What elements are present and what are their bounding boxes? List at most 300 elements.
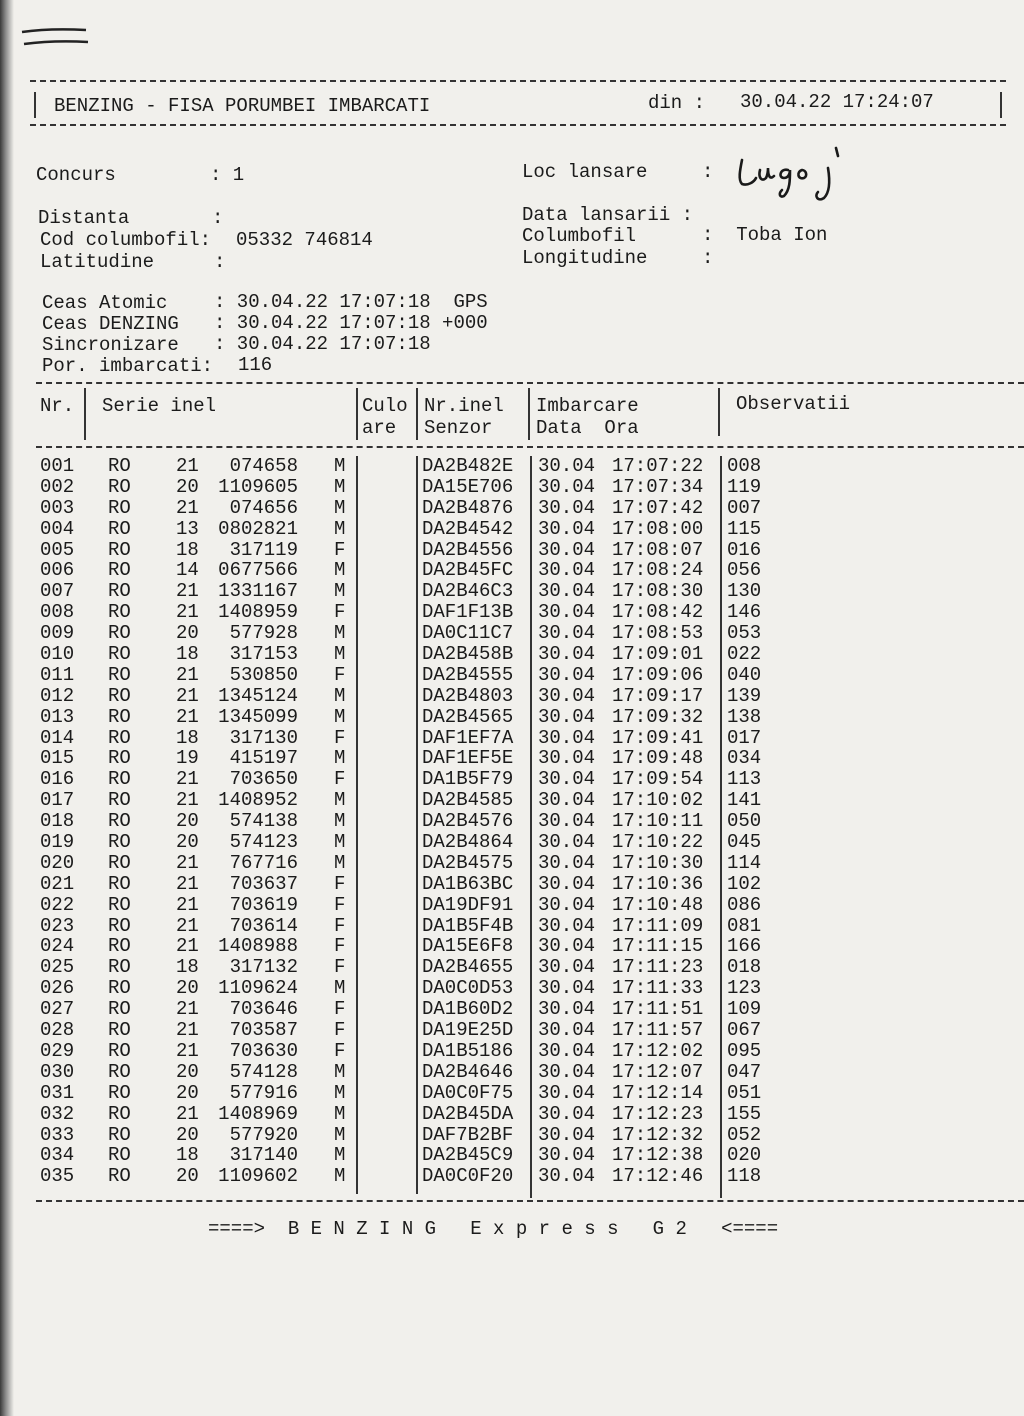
row-year: 21 [176, 998, 199, 1021]
row-ring-number: 574123 [229, 831, 298, 854]
row-sensor: DAF1F13B [422, 601, 514, 624]
columbofil-label: Columbofil [522, 225, 637, 247]
row-nr: 031 [40, 1081, 75, 1104]
row-sensor: DA2B45C9 [422, 1144, 514, 1167]
row-sex: M [334, 517, 346, 540]
row-observation: 138 [727, 705, 762, 728]
row-observation: 130 [727, 580, 762, 603]
row-observation: 047 [727, 1060, 762, 1083]
row-ring-number: 530850 [229, 663, 298, 686]
row-year: 21 [176, 872, 199, 895]
row-date: 30.04 [538, 475, 596, 498]
table-row [0, 623, 1024, 644]
table-row [0, 686, 1024, 707]
col-header-nrinel-2: Senzor [424, 417, 493, 439]
row-sensor: DA2B45DA [422, 1102, 514, 1125]
row-time: 17:09:41 [612, 726, 704, 749]
row-sex: F [334, 1039, 346, 1062]
table-row [0, 790, 1024, 811]
row-sex: M [334, 705, 346, 728]
row-date: 30.04 [538, 893, 596, 916]
row-sex: M [334, 1081, 346, 1104]
row-year: 13 [176, 517, 199, 540]
row-ring-number: 1109605 [218, 475, 298, 498]
row-time: 17:08:24 [612, 559, 704, 582]
row-ring-number: 1109624 [218, 977, 298, 1000]
row-year: 21 [176, 789, 199, 812]
col-header-serie: Serie inel [102, 395, 217, 417]
row-country: RO [108, 935, 131, 958]
row-sensor: DA19E25D [422, 1019, 514, 1042]
row-sex: M [334, 684, 346, 707]
row-observation: 034 [727, 747, 762, 770]
row-date: 30.04 [538, 851, 596, 874]
row-ring-number: 703637 [229, 872, 298, 895]
row-ring-number: 074658 [229, 455, 298, 477]
table-row [0, 916, 1024, 937]
row-date: 30.04 [538, 977, 596, 1000]
col-header-nrinel-1: Nr.inel [424, 395, 504, 417]
header-border-bottom [30, 124, 1006, 126]
table-row [0, 895, 1024, 916]
table-row [0, 1104, 1024, 1125]
row-ring-number: 1331167 [218, 580, 298, 603]
document-title: BENZING - FISA PORUMBEI IMBARCATI [54, 95, 431, 117]
row-date: 30.04 [538, 1019, 596, 1042]
row-ring-number: 1345099 [218, 705, 298, 728]
row-country: RO [108, 559, 131, 582]
row-sensor: DA2B4585 [422, 789, 514, 812]
row-observation: 155 [727, 1102, 762, 1125]
table-row [0, 978, 1024, 999]
row-ring-number: 317119 [229, 538, 298, 561]
row-nr: 026 [40, 977, 75, 1000]
row-sensor: DA2B4542 [422, 517, 514, 540]
ceas-atomic-label: Ceas Atomic [42, 292, 168, 314]
row-date: 30.04 [538, 768, 596, 791]
row-time: 17:11:15 [612, 935, 704, 958]
row-nr: 002 [40, 475, 75, 498]
row-nr: 016 [40, 768, 75, 791]
row-ring-number: 703614 [229, 914, 298, 937]
loc-lansare-colon: : [702, 161, 714, 183]
table-row [0, 498, 1024, 519]
row-ring-number: 1408959 [218, 601, 298, 624]
row-sensor: DA2B45FC [422, 559, 514, 582]
row-observation: 081 [727, 914, 762, 937]
row-ring-number: 1109602 [218, 1165, 298, 1188]
row-time: 17:12:02 [612, 1039, 704, 1062]
row-country: RO [108, 455, 131, 477]
row-date: 30.04 [538, 726, 596, 749]
row-ring-number: 703650 [229, 768, 298, 791]
row-observation: 086 [727, 893, 762, 916]
row-year: 21 [176, 1019, 199, 1042]
row-observation: 017 [727, 726, 762, 749]
table-row [0, 644, 1024, 665]
row-ring-number: 1345124 [218, 684, 298, 707]
row-sensor: DAF7B2BF [422, 1123, 514, 1146]
row-time: 17:11:33 [612, 977, 704, 1000]
row-sex: M [334, 1102, 346, 1125]
row-sensor: DAF1EF5E [422, 747, 514, 770]
row-date: 30.04 [538, 1039, 596, 1062]
table-row [0, 1145, 1024, 1166]
row-nr: 018 [40, 810, 75, 833]
row-sensor: DA2B4646 [422, 1060, 514, 1083]
row-year: 20 [176, 977, 199, 1000]
row-observation: 018 [727, 956, 762, 979]
row-ring-number: 1408952 [218, 789, 298, 812]
row-date: 30.04 [538, 1144, 596, 1167]
row-observation: 095 [727, 1039, 762, 1062]
row-sex: M [334, 622, 346, 645]
sincronizare-value: : 30.04.22 17:07:18 [214, 333, 431, 355]
row-sex: F [334, 893, 346, 916]
row-date: 30.04 [538, 705, 596, 728]
row-country: RO [108, 1102, 131, 1125]
row-nr: 014 [40, 726, 75, 749]
row-year: 20 [176, 622, 199, 645]
row-ring-number: 574138 [229, 810, 298, 833]
row-sensor: DA2B4576 [422, 810, 514, 833]
row-nr: 009 [40, 622, 75, 645]
row-ring-number: 415197 [229, 747, 298, 770]
row-country: RO [108, 705, 131, 728]
table-row [0, 519, 1024, 540]
handwritten-location [732, 146, 852, 206]
row-date: 30.04 [538, 1165, 596, 1188]
latitudine-colon: : [214, 251, 226, 273]
row-sex: F [334, 914, 346, 937]
row-observation: 053 [727, 622, 762, 645]
row-country: RO [108, 872, 131, 895]
row-country: RO [108, 643, 131, 666]
row-ring-number: 317140 [229, 1144, 298, 1167]
sincronizare-label: Sincronizare [42, 334, 179, 356]
row-sex: M [334, 643, 346, 666]
table-row [0, 581, 1024, 602]
table-vline-1 [84, 388, 86, 440]
row-year: 21 [176, 851, 199, 874]
row-year: 21 [176, 893, 199, 916]
row-nr: 035 [40, 1165, 75, 1188]
loc-lansare-label: Loc lansare [522, 161, 648, 183]
row-date: 30.04 [538, 496, 596, 519]
row-date: 30.04 [538, 1060, 596, 1083]
row-time: 17:10:48 [612, 893, 704, 916]
row-nr: 012 [40, 684, 75, 707]
row-sensor: DA2B46C3 [422, 580, 514, 603]
row-time: 17:12:46 [612, 1165, 704, 1188]
row-country: RO [108, 768, 131, 791]
row-sex: M [334, 580, 346, 603]
table-row [0, 874, 1024, 895]
row-time: 17:09:01 [612, 643, 704, 666]
row-year: 21 [176, 663, 199, 686]
row-sex: M [334, 810, 346, 833]
distanta-colon: : [212, 207, 224, 229]
row-country: RO [108, 684, 131, 707]
row-nr: 006 [40, 559, 75, 582]
row-year: 21 [176, 496, 199, 519]
row-sensor: DA1B63BC [422, 872, 514, 895]
por-imbarcati-label: Por. imbarcati: [42, 355, 214, 377]
row-time: 17:10:02 [612, 789, 704, 812]
table-row [0, 936, 1024, 957]
row-nr: 010 [40, 643, 75, 666]
row-year: 18 [176, 956, 199, 979]
row-time: 17:10:22 [612, 831, 704, 854]
row-nr: 003 [40, 496, 75, 519]
concurs-label: Concurs [36, 164, 116, 186]
table-row [0, 1041, 1024, 1062]
cod-columbofil-value: 05332 746814 [236, 229, 373, 251]
row-sex: F [334, 935, 346, 958]
row-observation: 052 [727, 1123, 762, 1146]
row-ring-number: 574128 [229, 1060, 298, 1083]
row-time: 17:12:14 [612, 1081, 704, 1104]
row-date: 30.04 [538, 622, 596, 645]
row-ring-number: 317153 [229, 643, 298, 666]
row-time: 17:11:23 [612, 956, 704, 979]
row-year: 21 [176, 914, 199, 937]
row-country: RO [108, 496, 131, 519]
row-date: 30.04 [538, 831, 596, 854]
table-vline-3 [416, 388, 418, 440]
row-date: 30.04 [538, 538, 596, 561]
row-observation: 040 [727, 663, 762, 686]
row-observation: 067 [727, 1019, 762, 1042]
row-nr: 020 [40, 851, 75, 874]
row-observation: 016 [727, 538, 762, 561]
row-time: 17:11:57 [612, 1019, 704, 1042]
row-nr: 028 [40, 1019, 75, 1042]
footer-banner: ====> B E N Z I N G E x p r e s s G 2 <==== [208, 1218, 779, 1240]
row-sex: M [334, 851, 346, 874]
row-time: 17:08:53 [612, 622, 704, 645]
row-date: 30.04 [538, 1081, 596, 1104]
row-sensor: DA2B4565 [422, 705, 514, 728]
row-ring-number: 703619 [229, 893, 298, 916]
row-date: 30.04 [538, 935, 596, 958]
longitudine-colon: : [702, 247, 714, 269]
row-sex: F [334, 956, 346, 979]
table-border-bottom [36, 1200, 1024, 1202]
row-sex: F [334, 601, 346, 624]
row-year: 21 [176, 1102, 199, 1125]
row-observation: 119 [727, 475, 762, 498]
row-observation: 123 [727, 977, 762, 1000]
row-observation: 113 [727, 768, 762, 791]
row-date: 30.04 [538, 455, 596, 477]
row-observation: 115 [727, 517, 762, 540]
row-ring-number: 0802821 [218, 517, 298, 540]
row-nr: 025 [40, 956, 75, 979]
pen-mark [20, 24, 90, 50]
row-time: 17:09:32 [612, 705, 704, 728]
row-observation: 020 [727, 1144, 762, 1167]
concurs-value: : 1 [210, 164, 245, 186]
row-time: 17:07:42 [612, 496, 704, 519]
col-header-nr: Nr. [40, 395, 75, 417]
row-time: 17:10:11 [612, 810, 704, 833]
row-sex: M [334, 789, 346, 812]
table-row [0, 999, 1024, 1020]
longitudine-label: Longitudine [522, 247, 648, 269]
por-imbarcati-value: 116 [238, 354, 273, 376]
table-row [0, 769, 1024, 790]
row-observation: 146 [727, 601, 762, 624]
row-date: 30.04 [538, 684, 596, 707]
row-date: 30.04 [538, 559, 596, 582]
row-country: RO [108, 851, 131, 874]
row-date: 30.04 [538, 789, 596, 812]
row-sex: M [334, 455, 346, 477]
row-time: 17:11:09 [612, 914, 704, 937]
row-year: 18 [176, 643, 199, 666]
row-country: RO [108, 810, 131, 833]
row-country: RO [108, 893, 131, 916]
row-year: 21 [176, 935, 199, 958]
row-ring-number: 317132 [229, 956, 298, 979]
row-sex: M [334, 831, 346, 854]
ceas-benzing-value: : 30.04.22 17:07:18 +000 [214, 312, 488, 334]
row-ring-number: 767716 [229, 851, 298, 874]
row-sex: M [334, 559, 346, 582]
row-country: RO [108, 517, 131, 540]
row-sensor: DA0C11C7 [422, 622, 514, 645]
table-row [0, 665, 1024, 686]
row-time: 17:12:07 [612, 1060, 704, 1083]
row-sensor: DA15E6F8 [422, 935, 514, 958]
row-ring-number: 577920 [229, 1123, 298, 1146]
header-border-right [1000, 92, 1002, 118]
row-country: RO [108, 1165, 131, 1188]
row-country: RO [108, 1081, 131, 1104]
row-country: RO [108, 747, 131, 770]
row-observation: 050 [727, 810, 762, 833]
row-ring-number: 0677566 [218, 559, 298, 582]
row-sex: M [334, 747, 346, 770]
table-row [0, 811, 1024, 832]
row-year: 21 [176, 601, 199, 624]
row-nr: 011 [40, 663, 75, 686]
row-ring-number: 703630 [229, 1039, 298, 1062]
row-sensor: DA2B482E [422, 455, 514, 477]
row-year: 20 [176, 810, 199, 833]
row-nr: 024 [40, 935, 75, 958]
table-row [0, 957, 1024, 978]
row-sex: F [334, 1019, 346, 1042]
row-country: RO [108, 789, 131, 812]
row-nr: 027 [40, 998, 75, 1021]
row-observation: 114 [727, 851, 762, 874]
ceas-atomic-value: : 30.04.22 17:07:18 GPS [214, 291, 488, 313]
row-ring-number: 1408969 [218, 1102, 298, 1125]
row-ring-number: 703646 [229, 998, 298, 1021]
table-row [0, 1166, 1024, 1187]
row-country: RO [108, 998, 131, 1021]
row-country: RO [108, 538, 131, 561]
row-time: 17:09:48 [612, 747, 704, 770]
row-country: RO [108, 1144, 131, 1167]
row-date: 30.04 [538, 872, 596, 895]
row-date: 30.04 [538, 914, 596, 937]
row-time: 17:08:00 [612, 517, 704, 540]
table-row [0, 1020, 1024, 1041]
row-observation: 051 [727, 1081, 762, 1104]
row-time: 17:10:36 [612, 872, 704, 895]
row-sex: F [334, 872, 346, 895]
row-date: 30.04 [538, 601, 596, 624]
row-observation: 056 [727, 559, 762, 582]
row-sensor: DA1B5186 [422, 1039, 514, 1062]
row-nr: 032 [40, 1102, 75, 1125]
row-country: RO [108, 1060, 131, 1083]
table-row [0, 456, 1024, 477]
data-lansarii-label: Data lansarii : [522, 204, 694, 226]
row-sex: F [334, 768, 346, 791]
row-sensor: DA2B4555 [422, 663, 514, 686]
row-country: RO [108, 1123, 131, 1146]
distanta-label: Distanta [38, 207, 130, 229]
table-border-top [36, 382, 1024, 384]
header-border-left [34, 92, 36, 118]
row-observation: 109 [727, 998, 762, 1021]
row-sex: F [334, 663, 346, 686]
row-nr: 030 [40, 1060, 75, 1083]
row-date: 30.04 [538, 1102, 596, 1125]
table-row [0, 1062, 1024, 1083]
row-sex: M [334, 1123, 346, 1146]
row-sensor: DA2B4655 [422, 956, 514, 979]
table-header-divider [36, 446, 1024, 448]
row-sex: M [334, 1165, 346, 1188]
date-value: 30.04.22 17:24:07 [740, 91, 934, 113]
row-year: 21 [176, 580, 199, 603]
row-ring-number: 577916 [229, 1081, 298, 1104]
row-nr: 019 [40, 831, 75, 854]
row-country: RO [108, 475, 131, 498]
row-observation: 022 [727, 643, 762, 666]
table-row [0, 707, 1024, 728]
row-sensor: DA0C0D53 [422, 977, 514, 1000]
row-sensor: DA0C0F20 [422, 1165, 514, 1188]
row-time: 17:12:23 [612, 1102, 704, 1125]
row-date: 30.04 [538, 580, 596, 603]
col-header-culoare-2: are [362, 417, 397, 439]
row-sensor: DA1B5F79 [422, 768, 514, 791]
row-nr: 001 [40, 455, 75, 477]
table-row [0, 560, 1024, 581]
row-country: RO [108, 726, 131, 749]
ceas-benzing-label: Ceas DENZING [42, 313, 179, 335]
cod-columbofil-label: Cod columbofil: [40, 229, 212, 251]
row-year: 20 [176, 1165, 199, 1188]
row-country: RO [108, 601, 131, 624]
row-time: 17:07:22 [612, 455, 704, 477]
col-header-imbarcare-1: Imbarcare [536, 395, 639, 417]
row-year: 18 [176, 1144, 199, 1167]
row-sensor: DA2B4864 [422, 831, 514, 854]
table-row [0, 748, 1024, 769]
row-sensor: DA2B4803 [422, 684, 514, 707]
row-nr: 029 [40, 1039, 75, 1062]
row-nr: 007 [40, 580, 75, 603]
row-nr: 021 [40, 872, 75, 895]
row-nr: 013 [40, 705, 75, 728]
